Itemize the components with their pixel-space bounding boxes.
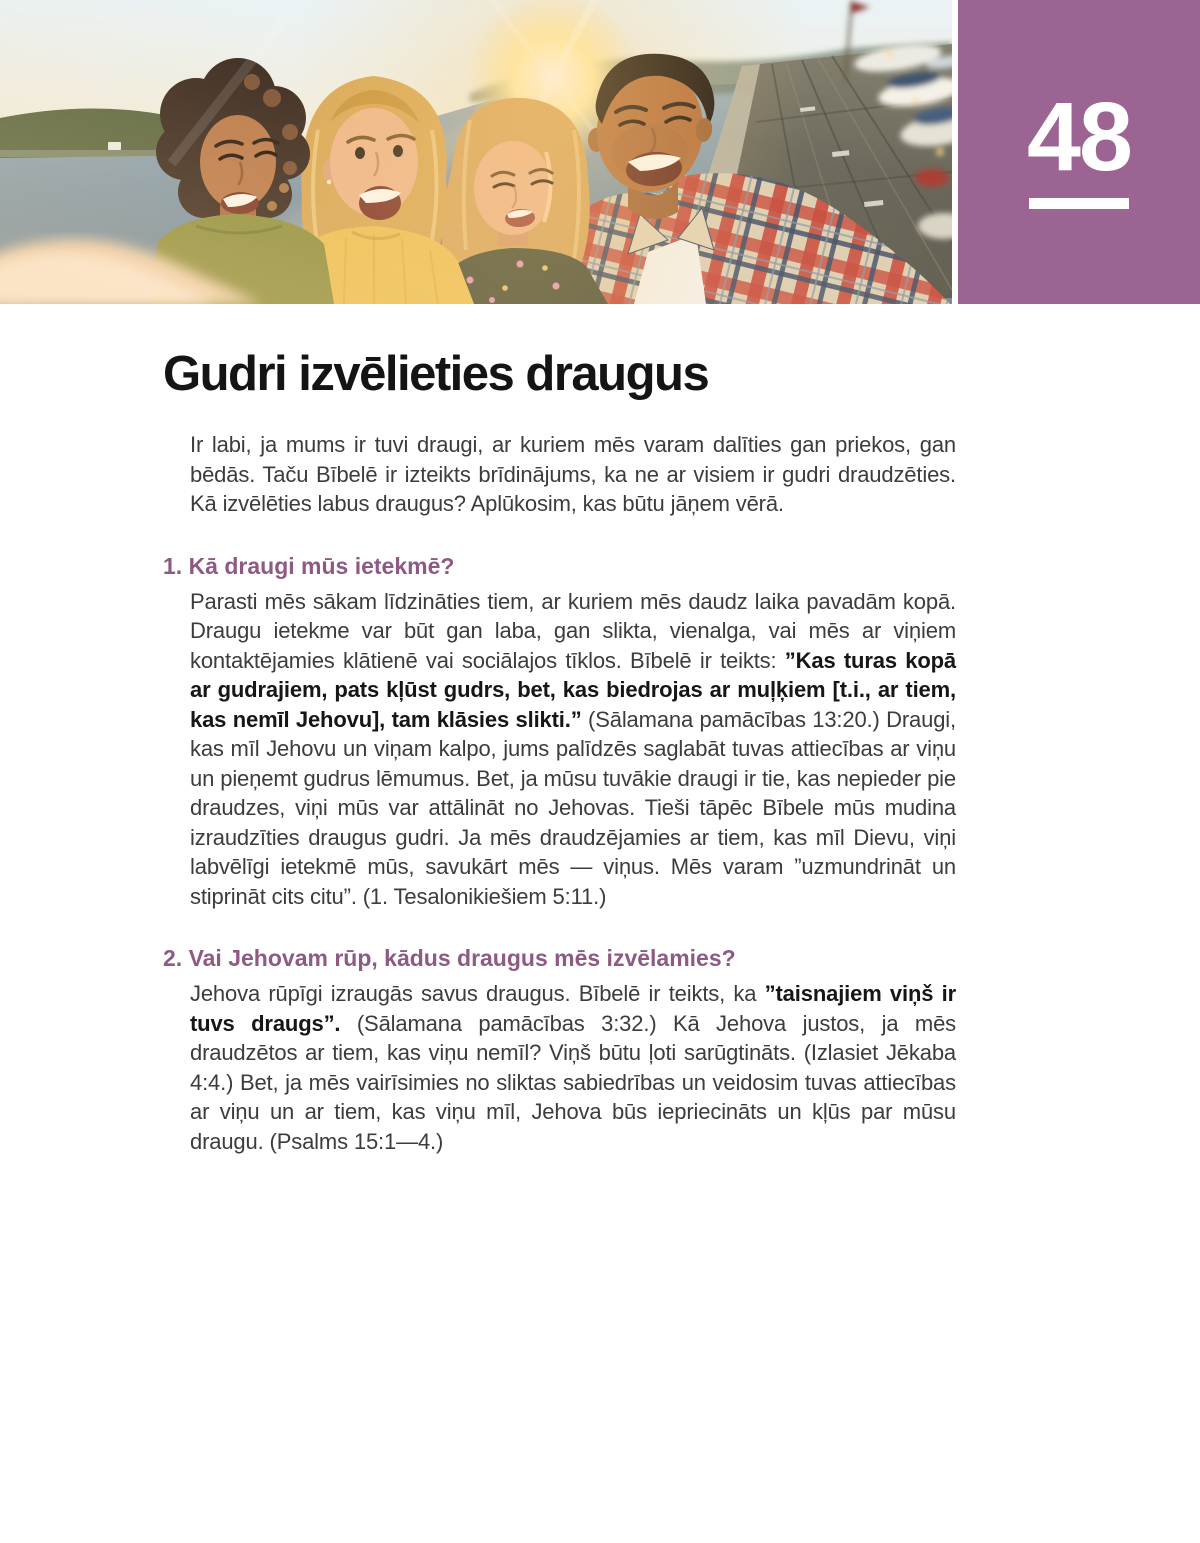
paragraph-text: Jehova rūpīgi izraugās savus draugus. Bībelē ir teikts, ka [190, 981, 765, 1006]
article-content [0, 304, 1200, 1156]
friends-selfie-illustration [0, 0, 952, 304]
friends-selfie-photo [0, 0, 952, 304]
paragraph-text: (Sālamana pamācības 3:32.) Kā Jehova justos, ja mēs draudzētos ar tiem, kas viņu nemīl? Viņš būtu ļoti sarūgtināts. (Izlasiet Jēkaba 4:4.) Bet, ja mēs vairīsimies no sliktas sabiedrības un veidosim tuvas attiecības ar viņu un ar tiem, kas viņu mīl, Jehova būs iepriecināts un kļūs par mūsu draugu. (Psalms 15:1—4.) [190, 1010, 957, 1154]
section-2-paragraph [190, 979, 956, 1156]
intro-paragraph: Ir labi, ja mums ir tuvi draugi, ar kuriem mēs varam dalīties gan priekos, gan bēdās. Taču Bībelē ir izteikts brīdinājums, ka ne ar visiem ir gudri draudzēties. Kā izvēlēties labus draugus? Aplūkosim, kas būtu jāņem vērā. [190, 432, 956, 516]
lesson-number: 48 [1027, 82, 1131, 191]
lesson-number-badge [958, 0, 1200, 304]
scripture-quote: ”Kas turas kopā ar gudrajiem, pats kļūst gudrs, bet, kas biedrojas ar muļķiem [t.i., ar tiem, kas nemīl Jehovu], tam klāsies slikti.” [190, 647, 956, 732]
scripture-quote: ”taisnajiem viņš ir tuvs draugs”. [190, 981, 956, 1036]
section-1-paragraph [190, 587, 956, 912]
paragraph-text: Parasti mēs sākam līdzināties tiem, ar kuriem mēs daudz laika pavadām kopā. Draugu ietekme var būt gan laba, gan slikta, vienalga, vai mēs ar viņiem kontaktējamies klātienē vai sociālajos tīklos. Bībelē ir teikts: [190, 588, 956, 673]
section-1-heading: 1. Kā draugi mūs ietekmē? [163, 552, 455, 579]
page-title: Gudri izvēlieties draugus [163, 347, 709, 401]
badge-underline [1029, 198, 1129, 209]
paragraph-text: (Sālamana pamācības 13:20.) Draugi, kas mīl Jehovu un viņam kalpo, jums palīdzēs saglabāt tuvas attiecības ar viņu un pieņemt gudrus lēmumus. Bet, ja mūsu tuvākie draugi ir tie, kas nepieder pie draudzes, viņi mūs var attālināt no Jehovas. Tieši tāpēc Bībele mūs mudina izraudzīties draugus gudri. Ja mēs draudzējamies ar tiem, kas mīl Dievu, viņi labvēlīgi ietekmē mūs, savukārt mēs — viņus. Mēs varam ”uzmundrināt un stiprināt cits citu”. (1. Tesalonikiešiem 5:11.) [190, 706, 957, 909]
section-2-heading: 2. Vai Jehovam rūp, kādus draugus mēs izvēlamies? [163, 945, 736, 971]
